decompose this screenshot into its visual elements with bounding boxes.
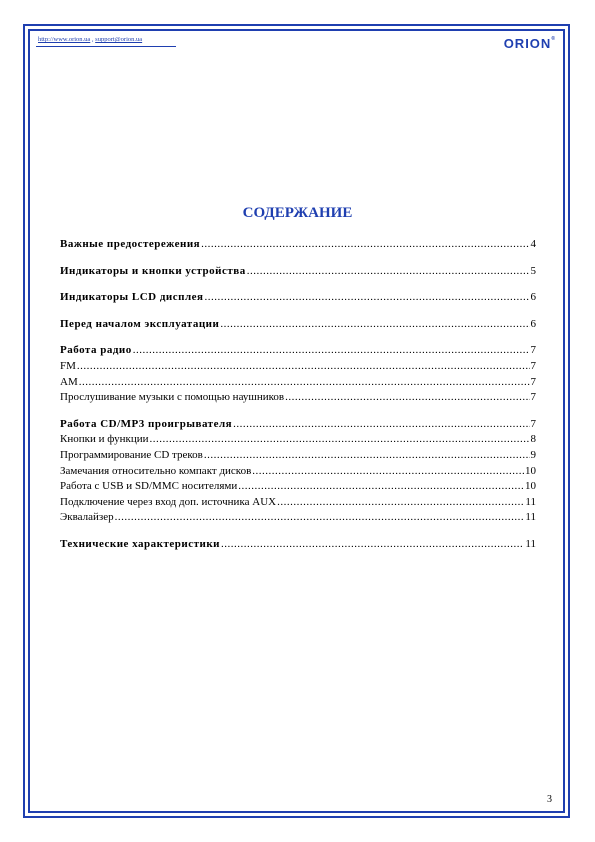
toc-leader	[252, 465, 524, 477]
site-link[interactable]: http://www.orion.ua	[38, 36, 91, 43]
toc-label: Работа радио	[60, 344, 132, 357]
toc-label: FM	[60, 359, 76, 372]
toc-label: Важные предостережения	[60, 238, 201, 250]
toc-page: 10	[525, 464, 536, 477]
toc-entry[interactable]	[60, 418, 536, 434]
toc-leader	[79, 376, 530, 388]
toc-spacer	[60, 307, 536, 318]
registered-mark: ®	[551, 36, 555, 42]
toc-label: Работа CD/MP3 проигрывателя	[60, 417, 233, 430]
toc-entry[interactable]	[60, 480, 536, 496]
toc-label: AM	[60, 375, 78, 388]
toc-spacer	[60, 254, 536, 265]
page-number: 3	[547, 794, 552, 805]
toc-leader	[221, 538, 524, 550]
toc-label: Программирование CD треков	[60, 448, 203, 461]
toc-leader	[201, 238, 529, 250]
toc-entry[interactable]	[60, 360, 536, 376]
toc-page: 7	[530, 359, 536, 372]
toc-page: 11	[525, 511, 536, 524]
toc-label: Технические характеристики	[60, 537, 221, 550]
toc-label: Замечания относительно компакт дисков	[60, 464, 252, 477]
toc-page: 11	[525, 537, 536, 550]
toc-label: Кнопки и функции	[60, 433, 149, 446]
toc-leader	[233, 418, 529, 430]
toc-leader	[115, 511, 525, 523]
toc-entry[interactable]	[60, 465, 536, 481]
toc-entry[interactable]	[60, 496, 536, 512]
page-title: СОДЕРЖАНИЕ	[242, 205, 353, 221]
toc-spacer	[60, 407, 536, 418]
toc-spacer	[60, 280, 536, 291]
toc-page: 4	[530, 238, 536, 250]
toc-spacer	[60, 333, 536, 344]
toc-entry[interactable]	[60, 538, 536, 554]
toc-leader	[77, 360, 530, 372]
toc-entry[interactable]	[60, 344, 536, 360]
table-of-contents	[60, 238, 536, 554]
toc-page: 8	[530, 433, 536, 446]
toc-page: 7	[530, 391, 536, 404]
toc-entry[interactable]	[60, 391, 536, 407]
toc-entry[interactable]	[60, 376, 536, 392]
email-link[interactable]: support@orion.ua	[95, 36, 143, 43]
toc-leader	[247, 265, 530, 277]
toc-page: 7	[530, 417, 536, 430]
toc-leader	[205, 291, 530, 303]
toc-label: Индикаторы LCD дисплея	[60, 291, 204, 304]
toc-label: Перед началом эксплуатации	[60, 317, 220, 330]
toc-label: Эквалайзер	[60, 511, 114, 524]
header-rule	[36, 46, 176, 47]
toc-page: 9	[530, 448, 536, 461]
logo-text: ORION	[503, 36, 552, 51]
header-links	[38, 36, 142, 43]
toc-entry[interactable]	[60, 238, 536, 254]
toc-spacer	[60, 527, 536, 538]
toc-page: 11	[525, 495, 536, 508]
toc-entry[interactable]	[60, 449, 536, 465]
toc-page: 10	[525, 480, 536, 493]
toc-leader	[285, 391, 529, 403]
orion-logo	[504, 36, 555, 51]
toc-label: Работа с USB и SD/MMC носителями	[60, 480, 238, 493]
toc-page: 6	[530, 291, 536, 304]
toc-leader	[149, 433, 529, 445]
toc-leader	[277, 496, 524, 508]
toc-entry[interactable]	[60, 433, 536, 449]
toc-leader	[220, 318, 529, 330]
toc-leader	[204, 449, 530, 461]
toc-page: 5	[530, 264, 536, 277]
toc-entry[interactable]	[60, 265, 536, 281]
toc-page: 7	[530, 375, 536, 388]
toc-label: Прослушивание музыки с помощью наушников	[60, 391, 285, 404]
toc-entry[interactable]	[60, 318, 536, 334]
toc-entry[interactable]	[60, 511, 536, 527]
toc-leader	[238, 480, 524, 492]
toc-page: 7	[530, 344, 536, 357]
toc-label: Индикаторы и кнопки устройства	[60, 264, 246, 277]
toc-label: Подключение через вход доп. источника AUX	[60, 495, 277, 508]
link-separator: ,	[91, 36, 94, 43]
toc-page: 6	[530, 317, 536, 330]
toc-entry[interactable]	[60, 291, 536, 307]
toc-leader	[133, 344, 530, 356]
